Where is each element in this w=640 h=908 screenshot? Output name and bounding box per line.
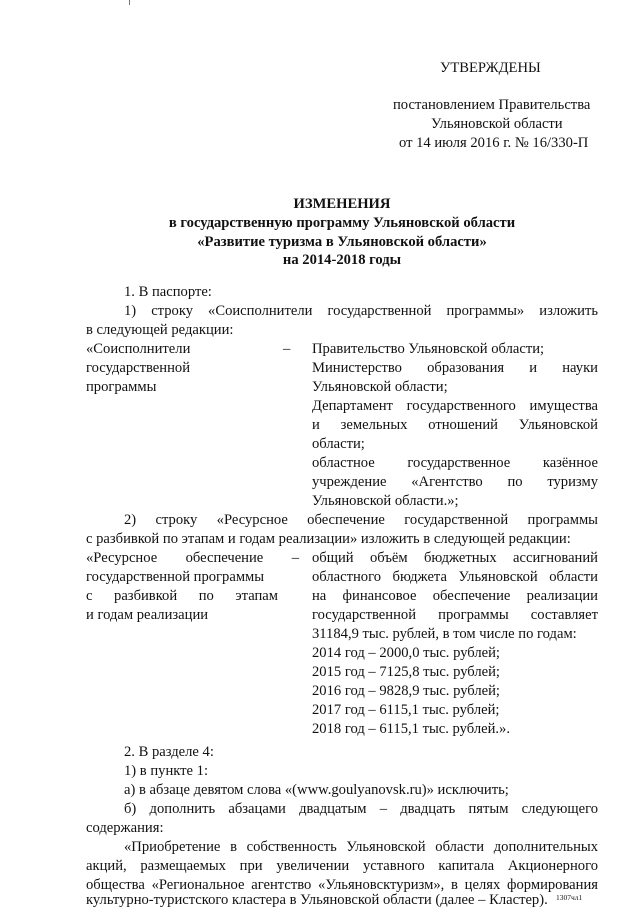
table1-right-line-2: Министерство образования и науки [312, 360, 598, 376]
section1-item1-line1: 1) строку «Соисполнители государственной программы» изложить [124, 303, 598, 319]
section2-para-line-3: общества «Региональное агентство «Ульяновсктуризм», в целях формирования [86, 877, 598, 893]
section1-item2-line1: 2) строку «Ресурсное обеспечение государственной программы [124, 512, 598, 528]
heading-line-1: в государственную программу Ульяновской области [168, 215, 516, 231]
table1-right-line-5: и земельных отношений Ульяновской [312, 417, 598, 433]
table2-right-line-5: 31184,9 тыс. рублей, в том числе по годам: [312, 626, 577, 642]
table2-right-line-4: государственной программы составляет [312, 607, 598, 623]
section2-sub-b-line1: б) дополнить абзацами двадцатым – двадцать пятым следующего [124, 801, 598, 817]
table2-right-line-3: на финансовое обеспечение реализации [312, 588, 598, 604]
section2-point1: 1) в пункте 1: [124, 763, 209, 779]
table1-right-line-6: области; [312, 436, 365, 452]
approval-line-2: Ульяновской области [431, 116, 563, 132]
table2-right-line-2: областного бюджета Ульяновской области [312, 569, 598, 585]
section1-intro: 1. В паспорте: [124, 284, 212, 300]
section2-para-line-4: культурно-туристского кластера в Ульяновской области (далее – Кластер). [86, 892, 548, 908]
table2-year-2016: 2016 год – 9828,9 тыс. рублей; [312, 683, 500, 699]
table2-left-line-1: «Ресурсное обеспечение – [86, 550, 299, 566]
document-code: 1307чл1 [556, 893, 583, 902]
approval-line-1: постановлением Правительства [393, 97, 591, 113]
approval-title: УТВЕРЖДЕНЫ [440, 60, 541, 76]
table1-right-line-4: Департамент государственного имущества [312, 398, 598, 414]
section2-intro: 2. В разделе 4: [124, 744, 214, 760]
heading-line-2: «Развитие туризма в Ульяновской области» [197, 234, 487, 250]
table1-right-line-7: областное государственное казённое [312, 455, 598, 471]
table2-year-2014: 2014 год – 2000,0 тыс. рублей; [312, 645, 500, 661]
table2-right-line-1: общий объём бюджетных ассигнований [312, 550, 598, 566]
table2-year-2018: 2018 год – 6115,1 тыс. рублей.». [312, 721, 510, 737]
table1-left-line-3: программы [86, 379, 157, 395]
scan-mark [129, 0, 130, 5]
section2-sub-a: а) в абзаце девятом слова «(www.goulyanovsk.ru)» исключить; [124, 782, 509, 798]
approval-line-3: от 14 июля 2016 г. № 16/330-П [399, 135, 589, 151]
section2-sub-b-line2: содержания: [86, 820, 164, 836]
table1-left-line-2: государственной [86, 360, 191, 376]
heading-title: ИЗМЕНЕНИЯ [293, 196, 391, 212]
table1-right-line-3: Ульяновской области; [312, 379, 448, 395]
section2-para-line-1: «Приобретение в собственность Ульяновской области дополнительных [124, 839, 598, 855]
table2-left-line-3: с разбивкой по этапам [86, 588, 278, 604]
table1-right-line-1: Правительство Ульяновской области; [312, 341, 545, 357]
table2-year-2017: 2017 год – 6115,1 тыс. рублей; [312, 702, 500, 718]
table1-right-line-9: Ульяновской области.»; [312, 493, 459, 509]
table2-left-line-4: и годам реализации [86, 607, 209, 623]
table1-right-line-8: учреждение «Агентство по туризму [312, 474, 598, 490]
section1-item2-line2: с разбивкой по этапам и годам реализации» изложить в следующей редакции: [86, 531, 571, 547]
heading-line-3: на 2014-2018 годы [282, 252, 402, 268]
table2-left-line-2: государственной программы [86, 569, 265, 585]
section2-para-line-2: акций, размещаемых при увеличении уставного капитала Акционерного [86, 858, 598, 874]
table1-dash: – [283, 341, 291, 357]
table1-left-line-1: «Соисполнители [86, 341, 191, 357]
table2-year-2015: 2015 год – 7125,8 тыс. рублей; [312, 664, 500, 680]
section1-item1-line2: в следующей редакции: [86, 322, 234, 338]
